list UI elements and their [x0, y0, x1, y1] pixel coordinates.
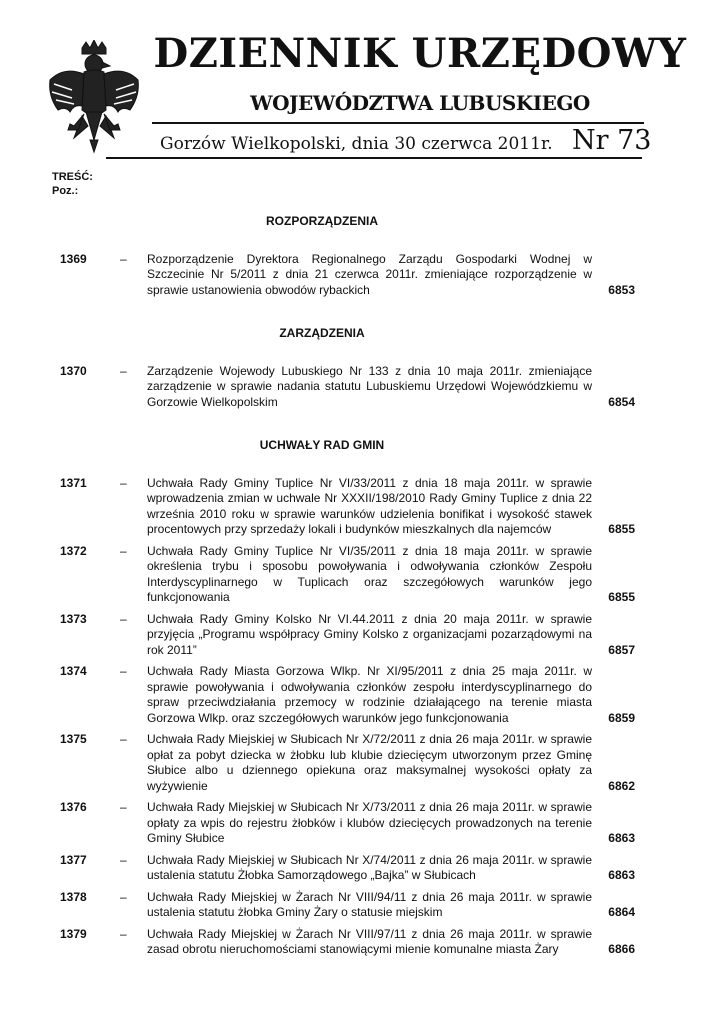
entry-dash: – [120, 889, 127, 904]
toc-entry[interactable] [52, 251, 635, 299]
entry-position: 1372 [60, 543, 87, 558]
toc-entry[interactable] [52, 852, 635, 884]
toc-entry[interactable] [52, 889, 635, 921]
issue-number: Nr 73 [572, 125, 652, 156]
section-title: ROZPORZĄDZENIA [266, 214, 378, 228]
entry-position: 1373 [60, 611, 87, 626]
entry-position: 1379 [60, 926, 87, 941]
journal-title: DZIENNIK URZĘDOWY [153, 30, 687, 77]
entry-page: 6855 [608, 590, 635, 604]
toc-entry[interactable] [52, 363, 635, 411]
entry-page: 6859 [608, 710, 635, 725]
entry-text: Rozporządzenie Dyrektora Regionalnego Zarządu Gospodarki Wodnej w Szczecinie Nr 5/2011 z dnia 21 czerwca 2011r. zmieniające rozporządzenie w sprawie ustanowienia obwodów rybackich [147, 251, 592, 297]
entry-text: Uchwała Rady Miejskiej w Słubicach Nr X/74/2011 z dnia 26 maja 2011r. w sprawie ustalenia statutu Żłobka Samorządowego „Bajka” w Słubicach [147, 852, 592, 882]
toc-content [52, 210, 635, 958]
toc-entry[interactable] [52, 664, 635, 726]
entry-text: Uchwała Rady Miejskiej w Słubicach Nr X/72/2011 z dnia 26 maja 2011r. w sprawie opłat za pobyt dziecka w żłobku lub klubie dziecięcym utworzonym przez Gminę Słubice albo u dziennego opiekuna oraz maksymalnej wysokości opłaty za wyżywienie [147, 732, 592, 793]
header-rule-top [152, 122, 644, 124]
entry-text: Uchwała Rady Miejskiej w Słubicach Nr X/73/2011 z dnia 26 maja 2011r. w sprawie opłaty za wpis do rejestru żłobków i klubów dziecięcych prowadzonych na terenie Gminy Słubice [147, 800, 592, 845]
entry-dash: – [120, 251, 127, 266]
entry-dash: – [120, 852, 127, 867]
toc-entry[interactable] [52, 800, 635, 847]
place-date: Gorzów Wielkopolski, dnia 30 czerwca 2011r. [160, 134, 553, 154]
entry-page: 6857 [608, 642, 635, 657]
header-rule-bottom [106, 157, 642, 159]
entry-text: Uchwała Rady Gminy Tuplice Nr VI/35/2011 z dnia 18 maja 2011r. w sprawie określenia trybu i sposobu powoływania i odwoływania członków Zespołu Interdyscyplinarnego w Tuplicach oraz szczegółowych warunków jego funkcjonowania [147, 543, 592, 604]
entry-dash: – [120, 800, 127, 814]
entry-position: 1378 [60, 889, 87, 904]
journal-subtitle: WOJEWÓDZTWA LUBUSKIEGO [250, 91, 590, 115]
entry-page: 6863 [608, 868, 635, 882]
entry-text: Uchwała Rady Gminy Kolsko Nr VI.44.2011 z dnia 20 maja 2011r. w sprawie przyjęcia „Programu współpracy Gminy Kolsko z organizacjami pozarządowymi na rok 2011” [147, 611, 592, 657]
entry-position: 1377 [60, 852, 87, 867]
section-title: ZARZĄDZENIA [279, 326, 365, 340]
toc-entry[interactable] [52, 732, 635, 794]
entry-text: Zarządzenie Wojewody Lubuskiego Nr 133 z dnia 10 maja 2011r. zmieniające zarządzenie w sprawie nadania statutu Lubuskiemu Urzędowi Wojewódzkiemu w Gorzowie Wielkopolskim [147, 363, 592, 409]
section-title: UCHWAŁY RAD GMIN [259, 438, 385, 452]
entry-text: Uchwała Rady Gminy Tuplice Nr VI/33/2011 z dnia 18 maja 2011r. w sprawie wprowadzenia zmian w uchwale Nr XXXII/198/2010 Rady Gminy Tuplice z dnia 22 września 2010 roku w sprawie warunków udzielenia bonifikat i wysokość stawek procentowych przy sprzedaży lokali i budynków mieszkalnych dla najemców [147, 475, 592, 536]
toc-entry[interactable] [52, 543, 635, 606]
entry-position: 1375 [60, 732, 87, 746]
entry-dash: – [120, 732, 127, 746]
entry-position: 1369 [60, 251, 87, 266]
entry-page: 6854 [608, 394, 635, 409]
entry-dash: – [120, 475, 127, 490]
polish-eagle-emblem-icon [44, 40, 144, 160]
toc-entry[interactable] [52, 926, 635, 958]
entry-page: 6863 [608, 831, 635, 845]
entry-position: 1374 [60, 664, 87, 678]
toc-entry[interactable] [52, 475, 635, 538]
entry-page: 6864 [608, 905, 635, 919]
toc-label: TREŚĆ: [52, 171, 93, 183]
entry-dash: – [120, 926, 127, 941]
entry-position: 1371 [60, 475, 87, 490]
entry-page: 6862 [608, 778, 635, 793]
entry-dash: – [120, 363, 127, 378]
entry-dash: – [120, 611, 127, 626]
entry-text: Uchwała Rady Miejskiej w Żarach Nr VIII/97/11 z dnia 26 maja 2011r. w sprawie zasad obrotu nieruchomościami stanowiącymi mienie komunalne miasta Żary [147, 926, 592, 956]
entry-page: 6866 [608, 942, 635, 956]
entry-position: 1370 [60, 363, 87, 378]
entry-text: Uchwała Rady Miejskiej w Żarach Nr VIII/94/11 z dnia 26 maja 2011r. w sprawie ustalenia statutu żłobka Gminy Żary o statusie miejskim [147, 889, 592, 919]
entry-page: 6855 [608, 522, 635, 536]
entry-page: 6853 [608, 282, 635, 297]
entry-text: Uchwała Rady Miasta Gorzowa Wlkp. Nr XI/95/2011 z dnia 25 maja 2011r. w sprawie powoływania i odwoływania członków zespołu interdyscyplinarnego do spraw przeciwdziałania przemocy w rodzinie działającego na terenie miasta Gorzowa Wlkp. oraz szczegółowych warunków jego funkcjonowania [147, 664, 592, 725]
entry-dash: – [120, 664, 127, 678]
entry-dash: – [120, 543, 127, 558]
toc-entry[interactable] [52, 611, 635, 659]
entry-position: 1376 [60, 800, 87, 814]
toc-pos-label: Poz.: [52, 185, 79, 197]
